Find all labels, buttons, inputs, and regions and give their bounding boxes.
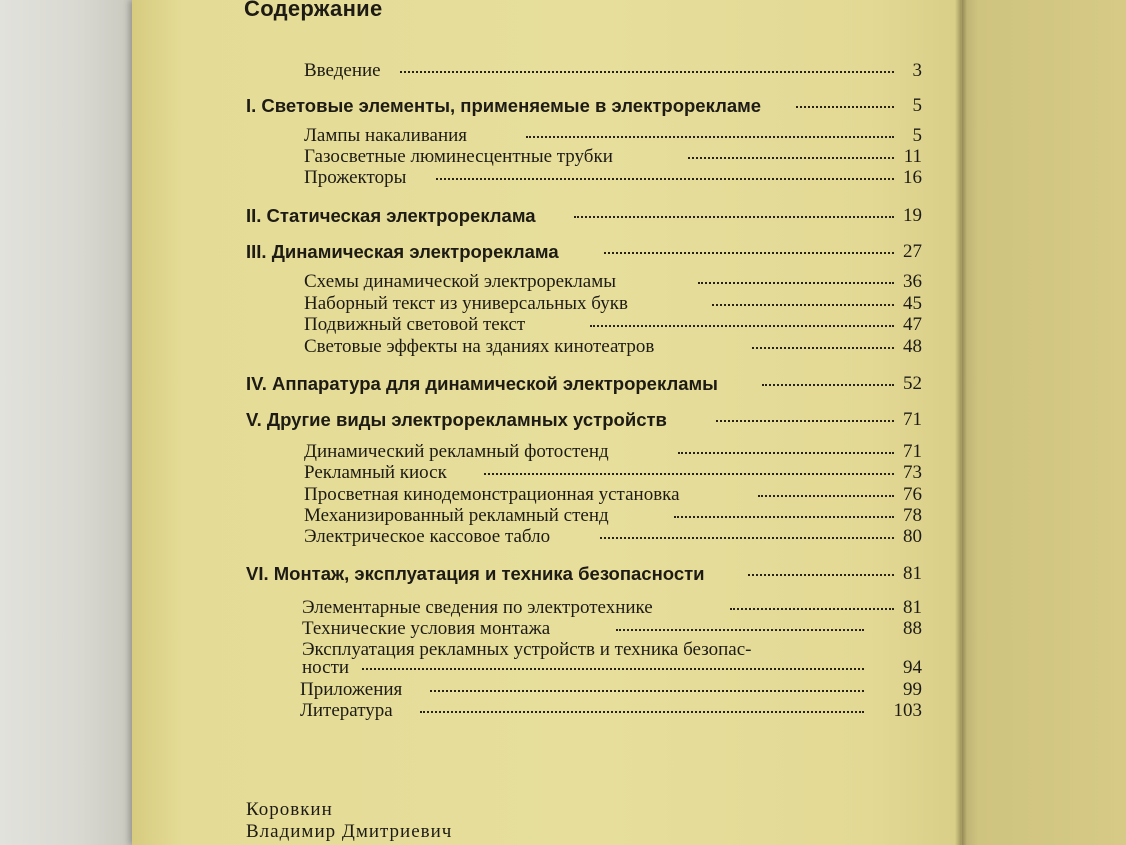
toc-page-number: 71 [903,441,922,462]
toc-entry-title: VI. Монтаж, эксплуатация и техника безопасности [246,563,705,584]
toc-entry [0,166,1126,190]
leader-dots [752,343,894,349]
leader-dots [362,664,864,670]
toc-entry [0,270,1126,294]
toc-page-number: 3 [912,60,922,81]
toc-chapter-2 [0,204,1126,228]
toc-entry [0,656,1126,680]
toc-chapter-6 [0,562,1126,586]
leader-dots [758,491,894,497]
toc-entry-title: Динамический рекламный фотостенд [304,441,609,462]
toc-entry-title: Наборный текст из универсальных букв [304,293,628,314]
toc-page-number: 52 [903,373,922,394]
toc-page-number: 103 [893,700,922,721]
leader-dots [616,625,864,631]
toc-entry [0,699,1126,723]
leader-dots [574,212,894,218]
leader-dots [400,67,894,73]
leader-dots [688,153,894,159]
toc-entry [0,525,1126,549]
toc-entry-title: Электрическое кассовое табло [304,526,551,547]
toc-page-number: 45 [903,293,922,314]
leader-dots [796,102,894,108]
toc-entry-title: Рекламный киоск [304,462,447,483]
leader-dots [420,707,864,713]
toc-entry-title: II. Статическая электрореклама [246,205,536,226]
toc-page-number: 47 [903,314,922,335]
toc-page-number: 94 [903,657,922,678]
toc-entry-title: Приложения [300,679,403,700]
leader-dots [716,416,894,422]
toc-page-number: 81 [903,597,922,618]
toc-entry-title: Технические условия монтажа [302,618,551,639]
leader-dots [698,278,894,284]
leader-dots [712,300,894,306]
toc-entry-title: Световые эффекты на зданиях кинотеатров [304,336,655,357]
toc-entry-title: Газосветные люминесцентные трубки [304,146,613,167]
toc-page-number: 16 [903,167,922,188]
toc-page-number: 19 [903,205,922,226]
leader-dots [600,533,894,539]
toc-entry [0,335,1126,359]
toc-entry-introduction [0,59,1126,83]
toc-entry-title: Введение [304,60,381,81]
page-title: Содержание [244,0,383,21]
leader-dots [748,570,894,576]
leader-dots [436,174,894,180]
toc-page-number: 78 [903,505,922,526]
toc-entry-title: V. Другие виды электрорекламных устройств [246,409,667,430]
toc-page-number: 99 [903,679,922,700]
toc-page-number: 71 [903,409,922,430]
leader-dots [762,380,894,386]
toc-entry-title: Элементарные сведения по электротехнике [302,597,653,618]
leader-dots [484,469,894,475]
toc-entry-title: Механизированный рекламный стенд [304,505,609,526]
toc-page-number: 81 [903,563,922,584]
toc-page-number: 27 [903,241,922,262]
toc-entry-title: Прожекторы [304,167,407,188]
toc-page-number: 76 [903,484,922,505]
leader-dots [678,448,894,454]
toc-entry-title: IV. Аппаратура для динамической электрорекламы [246,373,718,394]
leader-dots [430,686,864,692]
toc-entry-title: III. Динамическая электрореклама [246,241,559,262]
toc-page-number: 73 [903,462,922,483]
toc-page-number: 5 [912,125,922,146]
toc-chapter-3 [0,240,1126,264]
toc-page-number: 88 [903,618,922,639]
leader-dots [590,321,894,327]
author-surname: Коровкин [246,799,333,820]
toc-entry-title: Подвижный световой текст [304,314,526,335]
toc-page-number: 48 [903,336,922,357]
toc-entry [0,461,1126,485]
toc-entry-title: Литература [300,700,393,721]
author-name: Владимир Дмитриевич [246,821,453,842]
leader-dots [604,248,894,254]
toc-page-number: 11 [903,146,922,167]
toc-chapter-5 [0,408,1126,432]
leader-dots [674,512,894,518]
toc-entry-title: ности [302,657,350,678]
toc-entry-title: Эксплуатация рекламных устройств и техника безопас- [302,639,752,660]
leader-dots [730,604,894,610]
toc-page-number: 36 [903,271,922,292]
leader-dots [526,132,894,138]
toc-page-number: 5 [912,95,922,116]
toc-entry [0,313,1126,337]
toc-entry-title: Просветная кинодемонстрационная установка [304,484,680,505]
toc-entry-title: Схемы динамической электрорекламы [304,271,616,292]
toc-chapter-4 [0,372,1126,396]
toc-entry-title: Лампы накаливания [304,125,468,146]
toc-page-number: 80 [903,526,922,547]
toc-chapter-1 [0,94,1126,118]
toc-entry-title: I. Световые элементы, применяемые в электрорекламе [246,95,762,116]
